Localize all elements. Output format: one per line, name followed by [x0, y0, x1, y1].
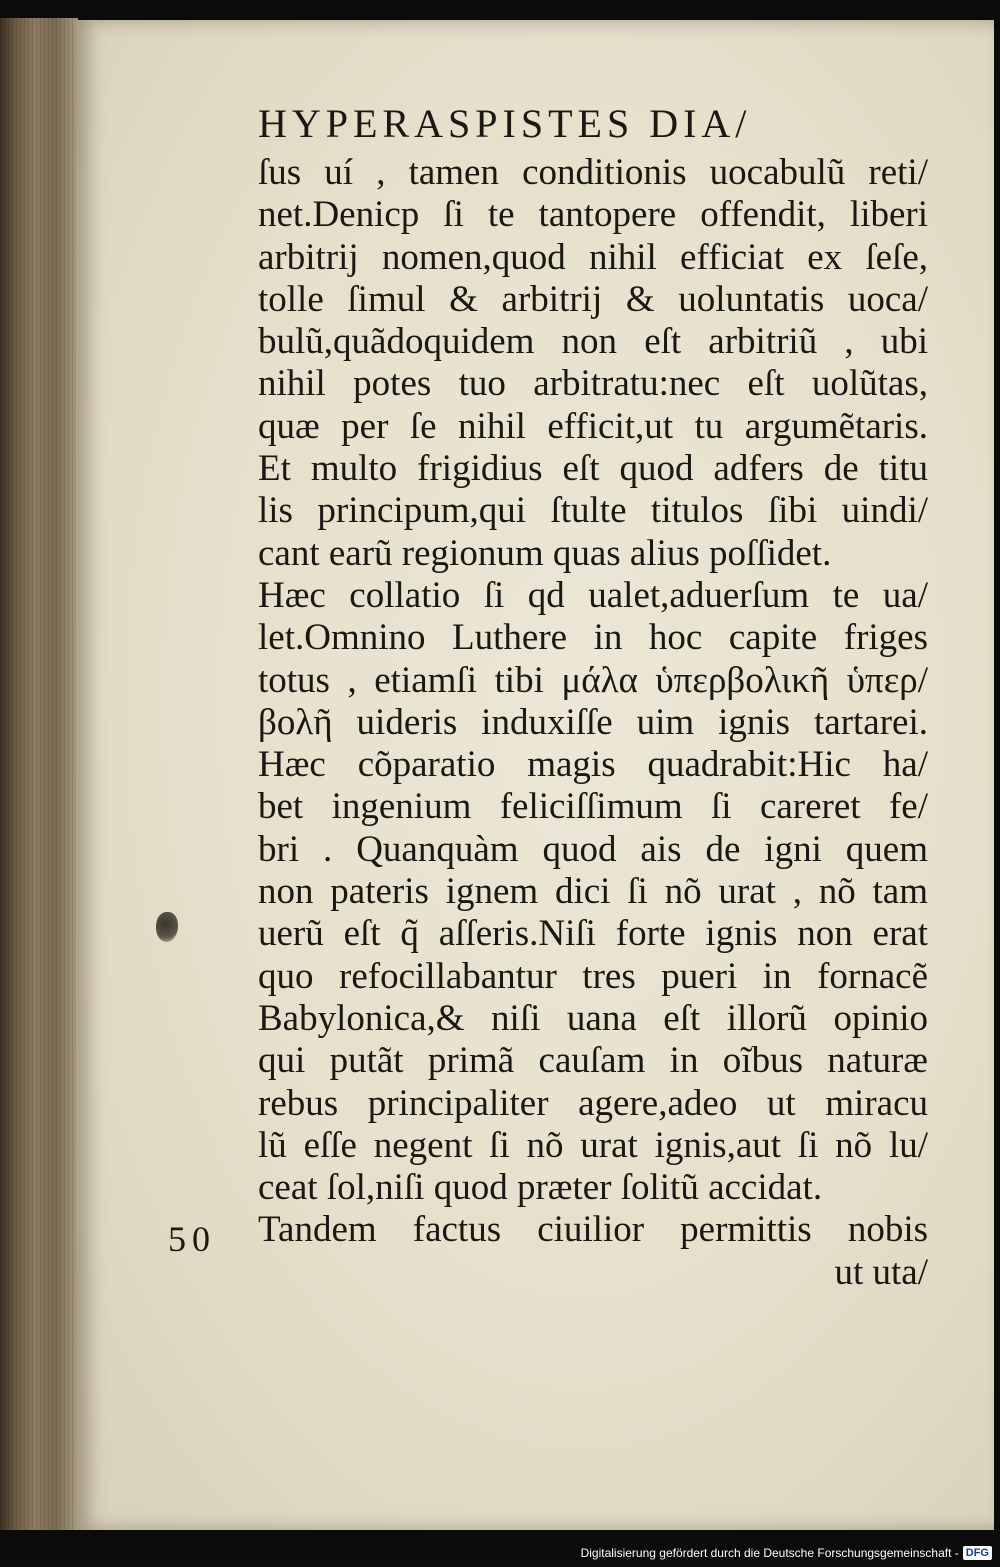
text-line: lũ eſſe negent ſi nõ urat ignis,aut ſi nõ lu/	[258, 1124, 928, 1166]
text-line: rebus principaliter agere,adeo ut miracu	[258, 1082, 928, 1124]
dfg-logo-icon: DFG	[963, 1546, 992, 1560]
text-line: arbitrij nomen,quod nihil efficiat ex ſeſe,	[258, 236, 928, 278]
text-line: quæ per ſe nihil efficit,ut tu argumẽtaris.	[258, 405, 928, 447]
text-line: nihil potes tuo arbitratu:nec eſt uolũtas,	[258, 363, 928, 405]
text-line: tolle ſimul & arbitrij & uoluntatis uoca/	[258, 278, 928, 320]
catchword: ut uta/	[834, 1251, 928, 1293]
book-page-edges	[0, 18, 78, 1530]
text-line: Et multo frigidius eſt quod adfers de titu	[258, 448, 928, 490]
text-line: Hæc collatio ſi qd ualet,aduerſum te ua/	[258, 574, 928, 616]
text-line: quo refocillabantur tres pueri in fornacẽ	[258, 955, 928, 997]
text-line: bri . Quanquàm quod ais de igni quem	[258, 828, 928, 870]
text-line: bet ingenium feliciſſimum ſi careret fe/	[258, 786, 928, 828]
text-line: βολῆ uideris induxiſſe uim ignis tartarei.	[258, 701, 928, 743]
running-head: HYPERASPISTES DIA/	[258, 101, 752, 146]
text-line: qui putãt primã cauſam in oĩbus naturæ	[258, 1040, 928, 1082]
text-line: lis principum,qui ſtulte titulos ſibi uindi/	[258, 490, 928, 532]
text-line: Hæc cõparatio magis quadrabit:Hic ha/	[258, 744, 928, 786]
text-line: totus , etiamſi tibi μάλα ὑπερβολικῆ ὑπερ/	[258, 659, 928, 701]
page-number: 50	[168, 1219, 216, 1259]
text-line: net.Denicp ſi te tantopere offendit, liberi	[258, 194, 928, 236]
text-line: cant earũ regionum quas alius poſſidet.	[258, 532, 832, 574]
text-line: uerũ eſt q̃ aſſeris.Niſi forte ignis non erat	[258, 913, 928, 955]
digitization-credit	[581, 1543, 992, 1563]
text-line: let.Omnino Luthere in hoc capite friges	[258, 617, 928, 659]
body-text	[258, 152, 928, 1294]
text-line: ceat ſol,niſi quod præter ſolitũ accidat.	[258, 1167, 823, 1209]
credit-text: Digitalisierung gefördert durch die Deutsche Forschungsgemeinschaft -	[580, 1546, 959, 1560]
text-line: bulũ,quãdoquidem non eſt arbitriũ , ubi	[258, 321, 928, 363]
text-line: ſus uí , tamen conditionis uocabulũ reti/	[258, 152, 928, 193]
text-line: non pateris ignem dici ſi nõ urat , nõ tam	[258, 871, 928, 913]
text-line: Tandem factus ciuilior permittis nobis	[258, 1209, 928, 1251]
text-line: Babylonica,& niſi uana eſt illorũ opinio	[258, 997, 928, 1039]
